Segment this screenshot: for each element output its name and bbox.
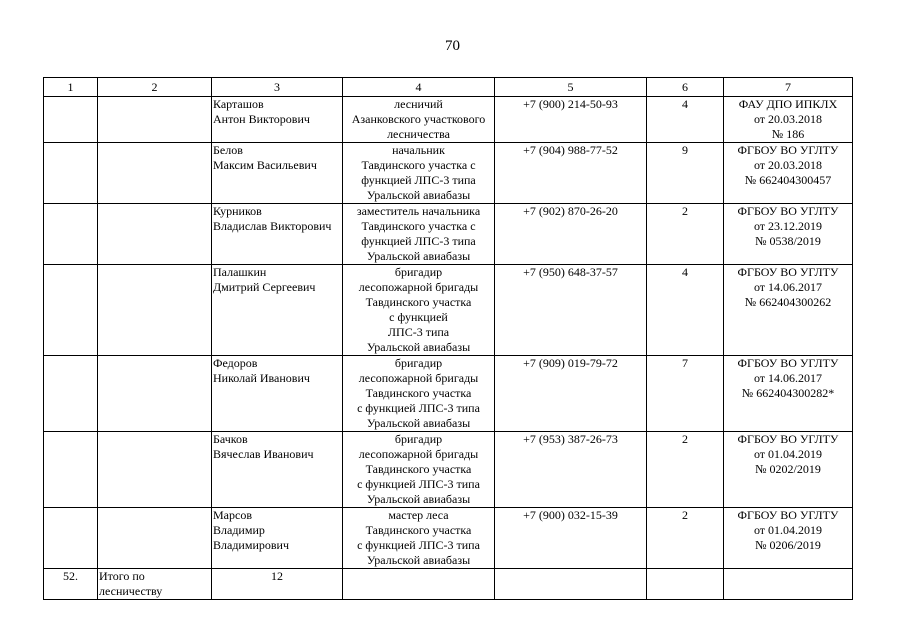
- phone-cell: [495, 143, 647, 204]
- phone-number: +7 (904) 988-77-52: [523, 143, 618, 157]
- training-line: № 662404300457: [744, 173, 832, 187]
- position-line: заместитель начальника: [356, 204, 481, 218]
- training-cell: [724, 432, 853, 508]
- personnel-table: [43, 77, 853, 600]
- position-line: ЛПС-3 типа: [387, 325, 450, 339]
- header-cell-1: 1: [44, 78, 98, 97]
- person-name-line: Марсов: [213, 508, 252, 522]
- position-line: лесничий: [394, 97, 443, 111]
- table-header-row: [44, 78, 853, 97]
- training-line: № 662404300262: [744, 295, 832, 309]
- training-cell: [724, 143, 853, 204]
- training-cell: [724, 508, 853, 569]
- row-number-cell: [44, 265, 98, 356]
- experience-value: 2: [682, 508, 688, 522]
- position-line: Уральской авиабазы: [366, 340, 471, 354]
- phone-number: +7 (902) 870-26-20: [523, 204, 618, 218]
- position-line: мастер леса: [388, 508, 449, 522]
- position-line: Тавдинского участка с: [361, 158, 476, 172]
- person-name-line: Владислав Викторович: [213, 219, 332, 233]
- position-cell: [343, 97, 495, 143]
- total-empty-cell: [647, 569, 724, 600]
- person-name-line: Антон Викторович: [213, 112, 310, 126]
- experience-cell: [647, 143, 724, 204]
- forestry-cell: [98, 143, 212, 204]
- total-label-cell: Итого по лесничеству: [98, 569, 212, 600]
- experience-value: 4: [682, 97, 688, 111]
- training-line: от 23.12.2019: [753, 219, 823, 233]
- experience-value: 4: [682, 265, 688, 279]
- row-number-cell: [44, 432, 98, 508]
- row-number-cell: [44, 97, 98, 143]
- training-line: от 14.06.2017: [753, 371, 823, 385]
- forestry-cell: [98, 508, 212, 569]
- training-line: № 0202/2019: [755, 462, 821, 476]
- person-name-line: Белов: [213, 143, 243, 157]
- person-name-line: Владимирович: [213, 538, 289, 552]
- training-line: от 14.06.2017: [753, 280, 823, 294]
- header-cell-5: 5: [495, 78, 647, 97]
- person-name-line: Палашкин: [213, 265, 267, 279]
- total-empty-cell: [343, 569, 495, 600]
- position-line: с функцией: [389, 310, 448, 324]
- position-line: начальник: [392, 143, 445, 157]
- phone-number: +7 (900) 032-15-39: [523, 508, 618, 522]
- position-cell: [343, 508, 495, 569]
- person-name-cell: [212, 97, 343, 143]
- table-row: [44, 508, 853, 569]
- header-cell-7: 7: [724, 78, 853, 97]
- person-name-cell: [212, 356, 343, 432]
- page-number: 70: [445, 38, 460, 54]
- position-line: с функцией ЛПС-3 типа: [357, 477, 480, 491]
- phone-cell: [495, 356, 647, 432]
- position-line: Тавдинского участка: [365, 295, 472, 309]
- training-line: ФГБОУ ВО УГЛТУ: [737, 265, 839, 279]
- experience-value: 2: [682, 432, 688, 446]
- training-line: ФГБОУ ВО УГЛТУ: [737, 508, 839, 522]
- training-line: № 0538/2019: [755, 234, 821, 248]
- position-line: Уральской авиабазы: [366, 188, 471, 202]
- experience-cell: [647, 508, 724, 569]
- position-line: Уральской авиабазы: [366, 492, 471, 506]
- training-line: от 20.03.2018: [753, 158, 823, 172]
- position-line: Азанковского участкового: [351, 112, 486, 126]
- header-cell-3: 3: [212, 78, 343, 97]
- forestry-cell: [98, 356, 212, 432]
- table-row: [44, 143, 853, 204]
- row-number-cell: [44, 508, 98, 569]
- position-line: функцией ЛПС-3 типа: [361, 234, 476, 248]
- table-row: [44, 265, 853, 356]
- table-row: [44, 356, 853, 432]
- phone-number: +7 (950) 648-37-57: [523, 265, 618, 279]
- position-line: Тавдинского участка: [365, 386, 472, 400]
- position-line: Тавдинского участка с: [361, 219, 476, 233]
- experience-cell: [647, 204, 724, 265]
- position-line: лесопожарной бригады: [358, 280, 479, 294]
- header-cell-2: 2: [98, 78, 212, 97]
- forestry-cell: [98, 265, 212, 356]
- training-line: от 01.04.2019: [753, 447, 823, 461]
- person-name-cell: [212, 204, 343, 265]
- person-name-cell: [212, 143, 343, 204]
- position-line: бригадир: [394, 356, 443, 370]
- person-name-line: Курников: [213, 204, 262, 218]
- person-name-line: Бачков: [213, 432, 248, 446]
- training-line: ФГБОУ ВО УГЛТУ: [737, 356, 839, 370]
- person-name-cell: [212, 508, 343, 569]
- forestry-cell: [98, 97, 212, 143]
- table-row: [44, 97, 853, 143]
- position-cell: [343, 143, 495, 204]
- phone-number: +7 (909) 019-79-72: [523, 356, 618, 370]
- training-cell: [724, 356, 853, 432]
- total-count-cell: 12: [212, 569, 343, 600]
- position-line: бригадир: [394, 432, 443, 446]
- position-line: Уральской авиабазы: [366, 553, 471, 567]
- total-empty-cell: [724, 569, 853, 600]
- total-number-cell: 52.: [44, 569, 98, 600]
- position-line: Уральской авиабазы: [366, 416, 471, 430]
- training-line: № 186: [771, 127, 805, 141]
- position-line: лесопожарной бригады: [358, 447, 479, 461]
- header-cell-6: 6: [647, 78, 724, 97]
- person-name-line: Максим Васильевич: [213, 158, 317, 172]
- training-line: от 01.04.2019: [753, 523, 823, 537]
- person-name-line: Карташов: [213, 97, 264, 111]
- phone-number: +7 (900) 214-50-93: [523, 97, 618, 111]
- total-empty-cell: [495, 569, 647, 600]
- training-line: от 20.03.2018: [753, 112, 823, 126]
- person-name-line: Вячеслав Иванович: [213, 447, 314, 461]
- phone-cell: [495, 508, 647, 569]
- position-line: Уральской авиабазы: [366, 249, 471, 263]
- total-row: [44, 569, 853, 600]
- position-cell: [343, 432, 495, 508]
- position-line: Тавдинского участка: [365, 462, 472, 476]
- phone-cell: [495, 265, 647, 356]
- position-line: лесопожарной бригады: [358, 371, 479, 385]
- person-name-line: Федоров: [213, 356, 258, 370]
- experience-cell: [647, 432, 724, 508]
- experience-cell: [647, 97, 724, 143]
- position-line: с функцией ЛПС-3 типа: [357, 401, 480, 415]
- phone-cell: [495, 204, 647, 265]
- phone-cell: [495, 432, 647, 508]
- table-row: [44, 432, 853, 508]
- experience-cell: [647, 356, 724, 432]
- row-number-cell: [44, 143, 98, 204]
- experience-cell: [647, 265, 724, 356]
- header-cell-4: 4: [343, 78, 495, 97]
- training-cell: [724, 97, 853, 143]
- position-line: Тавдинского участка: [365, 523, 472, 537]
- person-name-cell: [212, 432, 343, 508]
- row-number-cell: [44, 204, 98, 265]
- position-line: лесничества: [387, 127, 450, 141]
- forestry-cell: [98, 204, 212, 265]
- training-line: № 0206/2019: [755, 538, 821, 552]
- person-name-cell: [212, 265, 343, 356]
- phone-number: +7 (953) 387-26-73: [523, 432, 618, 446]
- experience-value: 7: [682, 356, 688, 370]
- training-line: № 662404300282*: [741, 386, 835, 400]
- phone-cell: [495, 97, 647, 143]
- forestry-cell: [98, 432, 212, 508]
- position-cell: [343, 204, 495, 265]
- training-line: ФАУ ДПО ИПКЛХ: [738, 97, 838, 111]
- position-line: функцией ЛПС-3 типа: [361, 173, 476, 187]
- training-cell: [724, 204, 853, 265]
- position-line: бригадир: [394, 265, 443, 279]
- person-name-line: Владимир: [213, 523, 265, 537]
- position-cell: [343, 356, 495, 432]
- training-cell: [724, 265, 853, 356]
- training-line: ФГБОУ ВО УГЛТУ: [737, 143, 839, 157]
- table-row: [44, 204, 853, 265]
- experience-value: 2: [682, 204, 688, 218]
- position-cell: [343, 265, 495, 356]
- experience-value: 9: [682, 143, 688, 157]
- training-line: ФГБОУ ВО УГЛТУ: [737, 432, 839, 446]
- row-number-cell: [44, 356, 98, 432]
- person-name-line: Дмитрий Сергеевич: [213, 280, 316, 294]
- person-name-line: Николай Иванович: [213, 371, 310, 385]
- training-line: ФГБОУ ВО УГЛТУ: [737, 204, 839, 218]
- position-line: с функцией ЛПС-3 типа: [357, 538, 480, 552]
